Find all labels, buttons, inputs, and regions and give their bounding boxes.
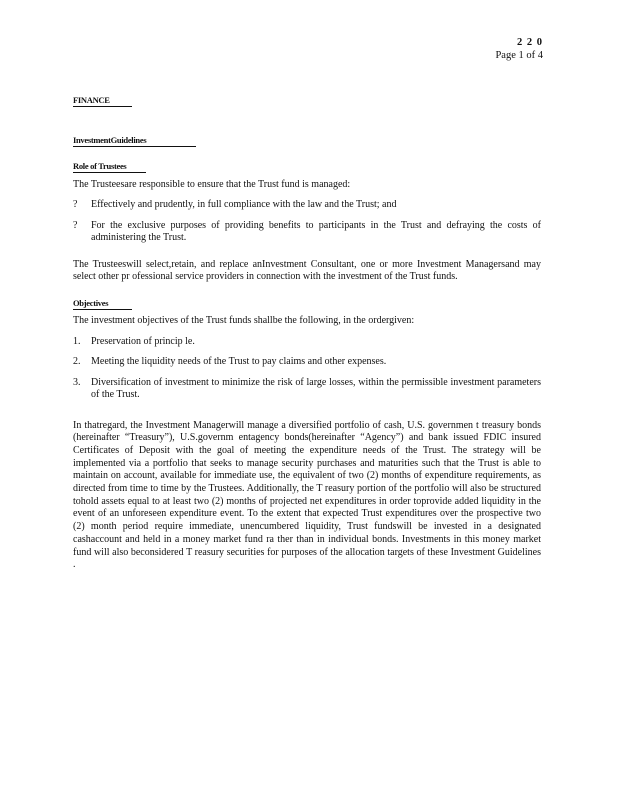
objectives-intro: The investment objectives of the Trust funds shallbe the following, in the ordergiven: [73,315,415,326]
list-item [73,336,541,349]
item-text: Preservation of princip le. [91,335,195,347]
document-number: 2 2 0 [517,37,543,48]
list-item [73,356,541,369]
section-objectives-heading: Objectives [73,298,132,310]
objectives-list [73,336,541,402]
role-bullet-list [73,199,541,245]
list-item [73,199,541,212]
item-number: 1. [73,335,81,347]
objectives-final-paragraph: In thatregard, the Investment Managerwill manage a diversified portfolio of cash, U.S. governmen t treasury bonds (hereinafter “Treasury”), U.S.governm entagency bonds(hereinafter “Agency”) and bank issued FDIC insured Certificates of Deposit with the goal of meeting the expenditure needs of the Trust. The strategy will be implemented via a portfolio that seeks to manage security purchases and maturities such that the Trust is able to maintain on account, available for immediate use, the equivalent of two (2) months of expenditure requirements, as directed from time to time by the Trustees. Additionally, the T reasury portion of the portfolio will also be structured tohold assets equal to at least two (2) months of projected net expenditures in order toprovide added liquidity in the event of an unforeseen expenditure event. To the extent that expected Trust expenditures over the prospective two (2) month period require immediate, unencumbered liquidity, Trust fundswill be invested in a designated cashaccount and held in a money market fund ra ther than in individual bonds. Investments in this money market fund will also beconsidered T reasury securities for purposes of the allocation targets of these Investment Guidelines . [73,419,541,571]
item-text: Meeting the liquidity needs of the Trust to pay claims and other expenses. [91,356,387,367]
bullet-marker: ? [73,199,78,210]
page-number: Page 1 of 4 [495,50,543,61]
document-body [73,95,541,572]
section-finance-heading: FINANCE [73,95,132,107]
role-paragraph: The Trusteeswill select,retain, and replace anInvestment Consultant, one or more Investment Managersand may select other pr ofessional service providers in connection with the investment of the Trust funds. [73,258,541,282]
role-intro: The Trusteesare responsible to ensure that the Trust fund is managed: [73,178,351,190]
page-header [495,36,543,62]
item-number: 2. [73,356,81,367]
item-text: Diversification of investment to minimize the risk of large losses, within the permissible investment parameters of the Trust. [91,376,541,400]
item-number: 3. [73,376,81,388]
bullet-text: For the exclusive purposes of providing benefits to participants in the Trust and defraying the costs of administering the Trust. [91,219,541,243]
list-item [73,220,541,245]
section-guidelines-heading: InvestmentGuidelines [73,135,196,147]
section-role-heading: Role of Trustees [73,161,146,173]
list-item [73,377,541,402]
bullet-marker: ? [73,219,78,231]
bullet-text: Effectively and prudently, in full compliance with the law and the Trust; and [91,199,397,210]
